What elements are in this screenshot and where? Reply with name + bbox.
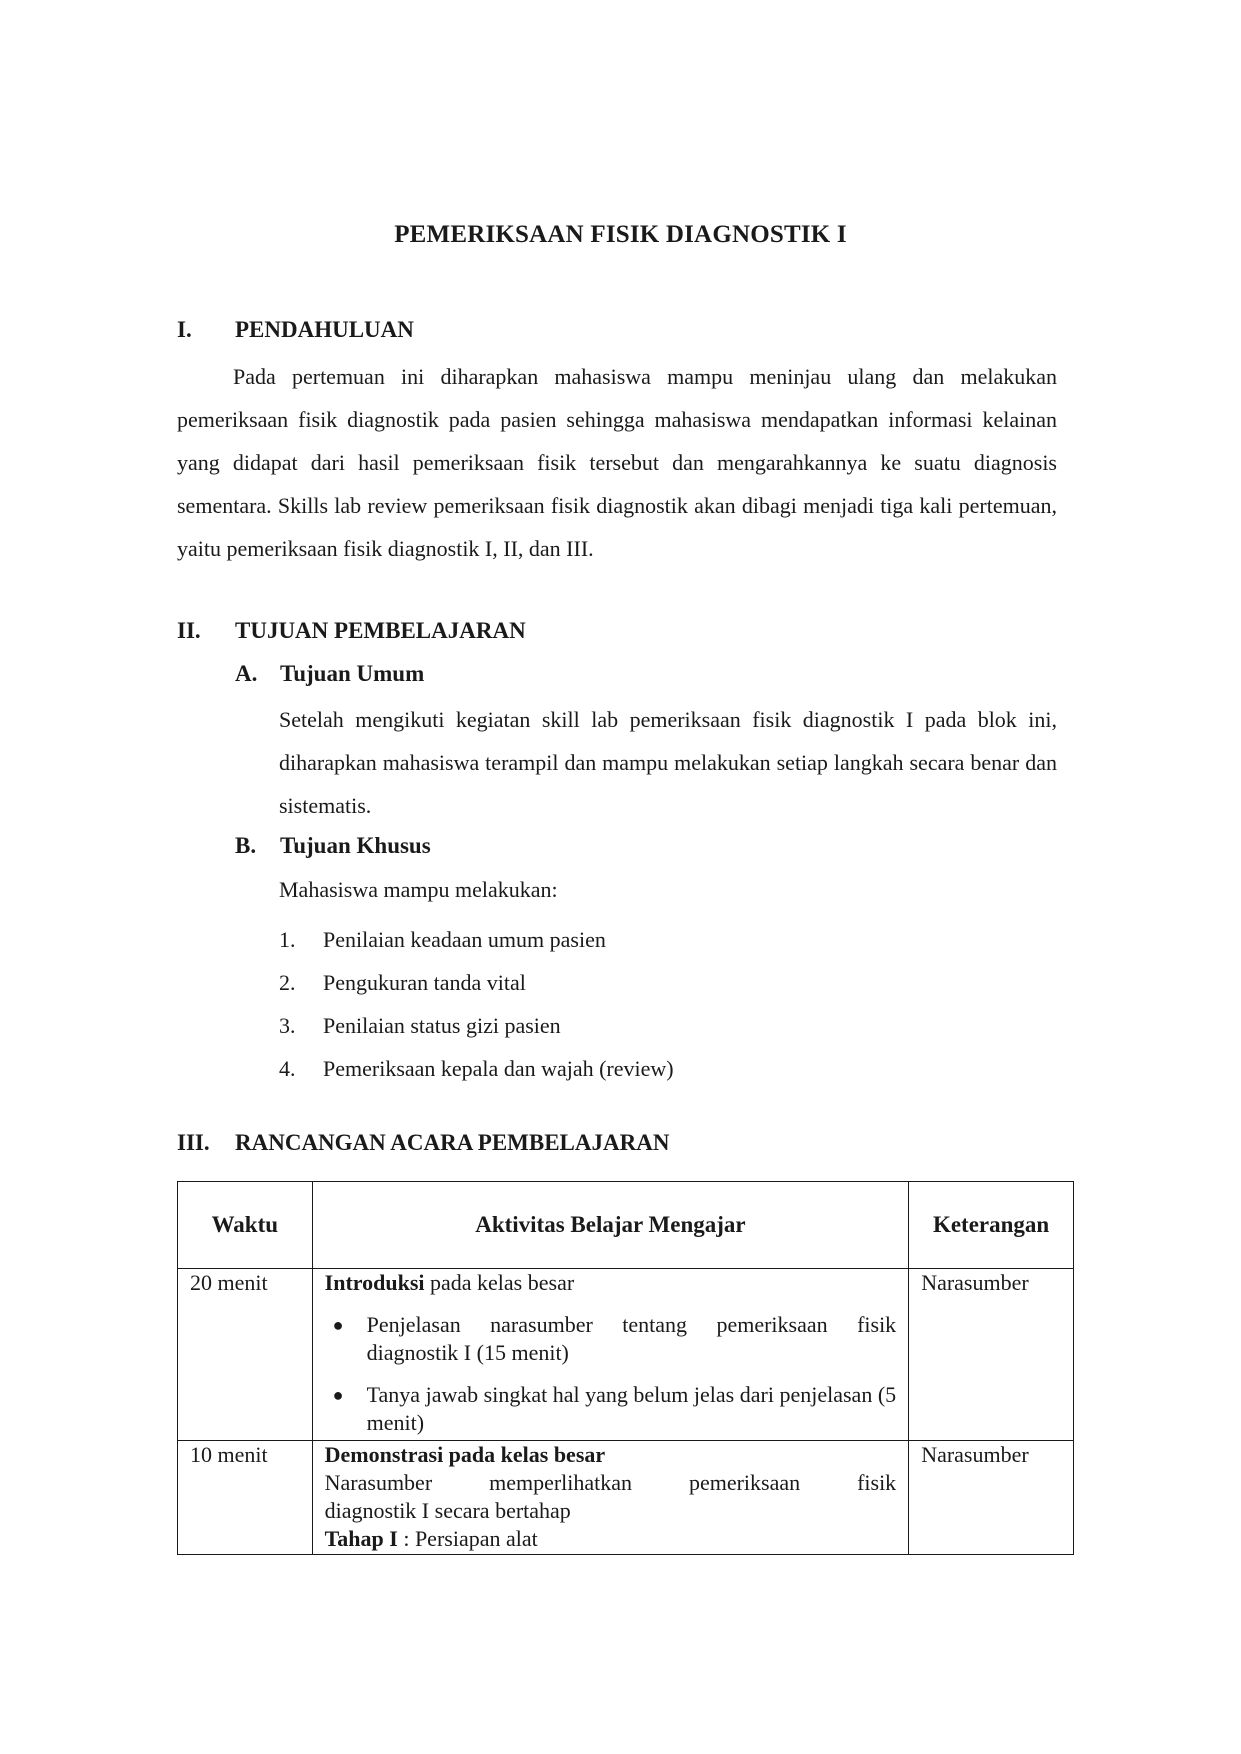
cell-activity	[312, 1441, 909, 1555]
cell-note: Narasumber	[909, 1441, 1074, 1555]
rancangan-acara-table	[177, 1181, 1074, 1555]
stage-text: : Persiapan alat	[397, 1526, 538, 1551]
list-number: 4.	[279, 1056, 296, 1081]
cell-note: Narasumber	[909, 1269, 1074, 1441]
list-number: 3.	[279, 1013, 296, 1038]
subsection-letter: A.	[235, 661, 258, 686]
section-number: III.	[177, 1130, 210, 1155]
list-text: Penilaian keadaan umum pasien	[323, 927, 606, 952]
document-title: PEMERIKSAAN FISIK DIAGNOSTIK I	[394, 221, 847, 248]
activity-title	[325, 1441, 897, 1469]
table-row	[178, 1269, 1074, 1441]
paragraph-text: Setelah mengikuti kegiatan skill lab pemeriksaan fisik diagnostik I pada blok ini, diharapkan mahasiswa terampil dan mampu melakukan setiap langkah secara benar dan sistematis.	[279, 707, 1057, 818]
subsection-letter: B.	[235, 833, 257, 858]
bullet-icon: ●	[332, 1385, 344, 1405]
list-text: Pengukuran tanda vital	[323, 970, 526, 995]
section-number: I.	[177, 317, 192, 342]
subsection-heading-tujuan-umum	[235, 661, 424, 687]
activity-title-rest: pada kelas besar	[424, 1270, 575, 1295]
bullet-text: Tanya jawab singkat hal yang belum jelas dari penjelasan (5 menit)	[366, 1382, 897, 1435]
section-heading-rancangan	[177, 1130, 669, 1156]
cell-time: 10 menit	[178, 1441, 313, 1555]
activity-title	[325, 1269, 897, 1297]
bullet-icon: ●	[332, 1315, 344, 1335]
tujuan-khusus-intro: Mahasiswa mampu melakukan:	[279, 877, 558, 902]
column-header-aktivitas: Aktivitas Belajar Mengajar	[312, 1182, 909, 1269]
subsection-title: Tujuan Umum	[280, 661, 425, 686]
intro-paragraph	[177, 355, 1057, 570]
tujuan-khusus-list	[279, 918, 674, 1090]
section-heading-pendahuluan	[177, 317, 414, 343]
list-item	[279, 918, 674, 961]
activity-line: Narasumber memperlihatkan pemeriksaan fisik	[324, 1470, 897, 1495]
list-text: Penilaian status gizi pasien	[323, 1013, 561, 1038]
subsection-title: Tujuan Khusus	[280, 833, 431, 858]
section-number: II.	[177, 618, 201, 643]
activity-title-bold: Demonstrasi pada kelas besar	[324, 1442, 606, 1467]
activity-stage	[325, 1525, 897, 1553]
list-item	[279, 961, 674, 1004]
list-number: 1.	[279, 927, 296, 952]
table-header-row	[178, 1182, 1074, 1269]
bullet-text: Penjelasan narasumber tentang pemeriksaan fisik diagnostik I (15 menit)	[366, 1312, 897, 1365]
table-row	[178, 1441, 1074, 1555]
bullet-item	[325, 1381, 897, 1437]
cell-activity	[312, 1269, 909, 1441]
bullet-item	[325, 1311, 897, 1367]
section-title: TUJUAN PEMBELAJARAN	[235, 618, 526, 643]
cell-time: 20 menit	[178, 1269, 313, 1441]
subsection-heading-tujuan-khusus	[235, 833, 431, 859]
section-title: RANCANGAN ACARA PEMBELAJARAN	[235, 1130, 670, 1155]
list-number: 2.	[279, 970, 296, 995]
list-item	[279, 1047, 674, 1090]
paragraph-text: Pada pertemuan ini diharapkan mahasiswa mampu meninjau ulang dan melakukan pemeriksaan fisik diagnostik pada pasien sehingga mahasiswa mendapatkan informasi kelainan yang didapat dari hasil pemeriksaan fisik tersebut dan mengarahkannya ke suatu diagnosis sementara. Skills lab review pemeriksaan fisik diagnostik akan dibagi menjadi tiga kali pertemuan, yaitu pemeriksaan fisik diagnostik I, II, dan III.	[177, 364, 1057, 561]
section-heading-tujuan	[177, 618, 526, 644]
list-text: Pemeriksaan kepala dan wajah (review)	[323, 1056, 674, 1081]
activity-title-bold: Introduksi	[324, 1270, 425, 1295]
section-title: PENDAHULUAN	[235, 317, 414, 342]
stage-label: Tahap I	[324, 1526, 398, 1551]
tujuan-umum-paragraph	[279, 698, 1057, 827]
column-header-waktu: Waktu	[178, 1182, 313, 1269]
column-header-keterangan: Keterangan	[909, 1182, 1074, 1269]
list-item	[279, 1004, 674, 1047]
activity-line: diagnostik I secara bertahap	[324, 1498, 571, 1523]
